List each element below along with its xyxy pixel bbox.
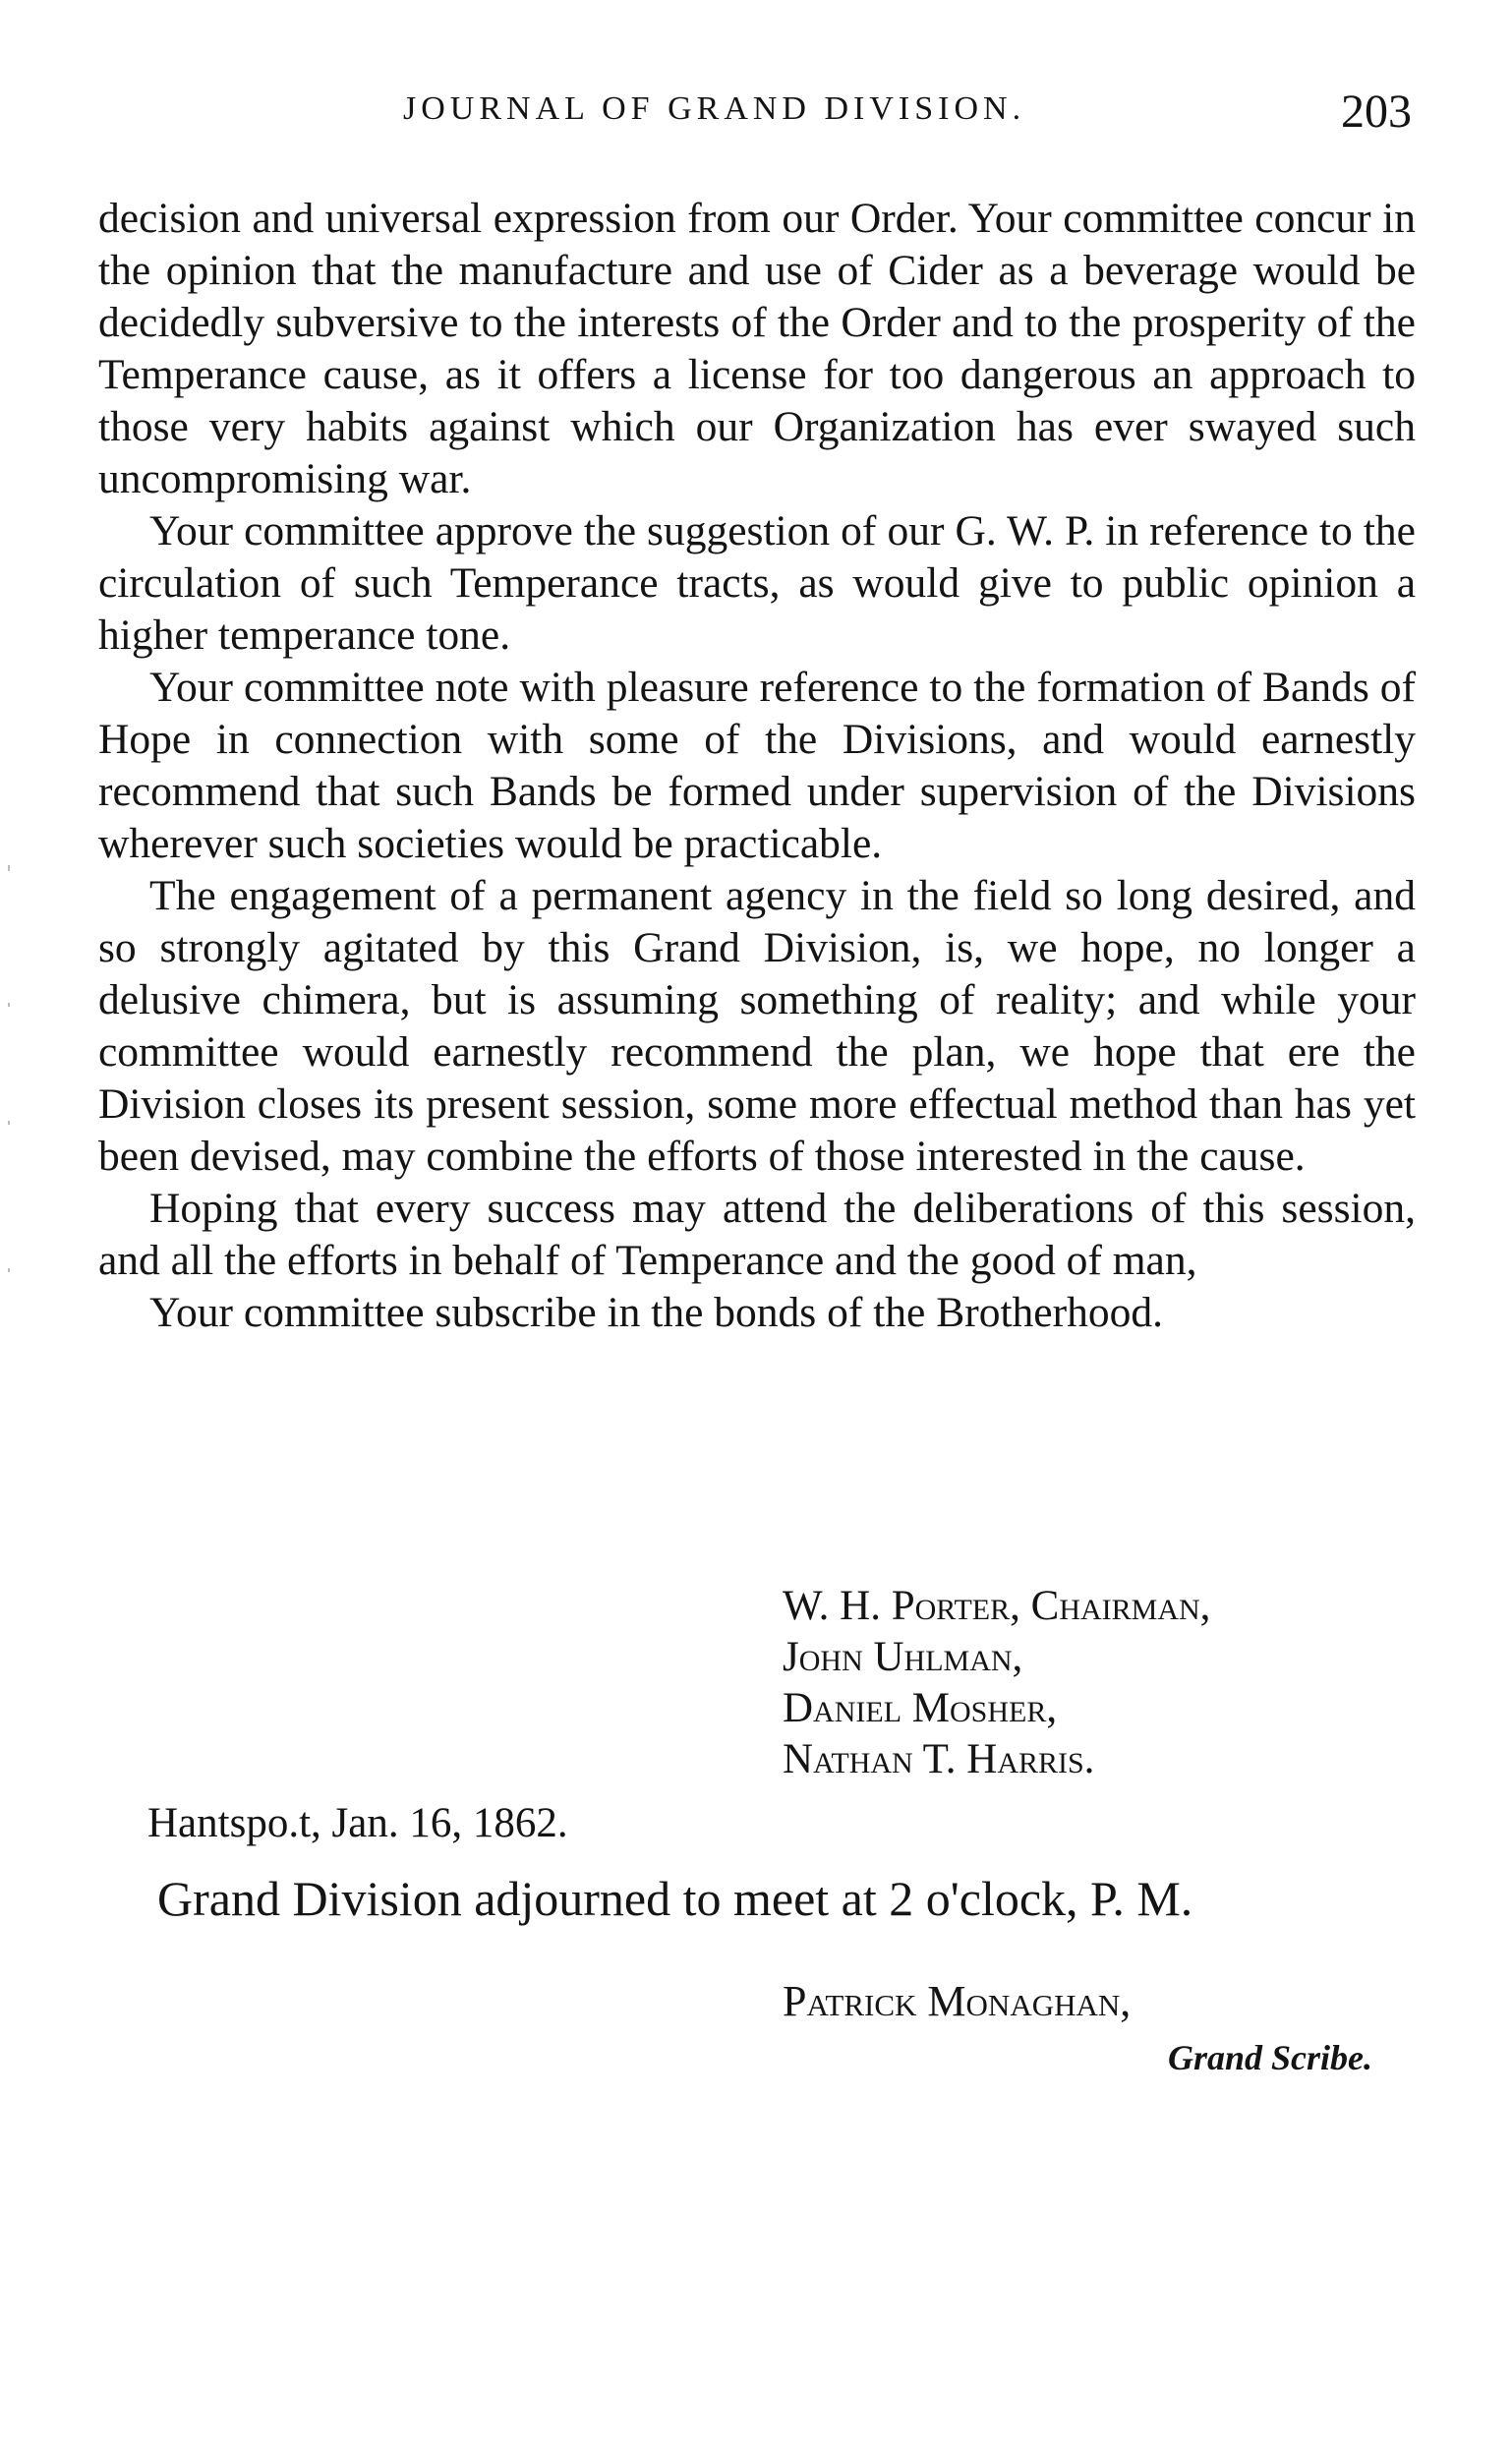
margin-mark [8, 1268, 10, 1272]
scribe-title: Grand Scribe. [1167, 2038, 1372, 2077]
paragraph: decision and universal expression from our Order. Your committee concur in the opinion that the manufacture and use of Cider as a beverage would be decidedly subversive to the interests of the Order and to the prosperity of the Temperance cause, as it offers a license for too dangerous an approach to those very habits against which our Organization has ever swayed such uncompromising war. [98, 195, 1416, 502]
signature-line: W. H. Porter, Chairman, [783, 1583, 1211, 1629]
committee-signatures [783, 1581, 1210, 1785]
running-head [98, 86, 1416, 140]
signature-line: John Uhlman, [783, 1634, 1023, 1680]
signature-line: Daniel Mosher, [783, 1685, 1058, 1731]
scribe-name: Patrick Monaghan, [783, 1977, 1132, 2025]
paragraph: Your committee approve the suggestion of our G. W. P. in reference to the circulation of such Temperance tracts, as would give to public opinion a higher temperance tone. [98, 507, 1416, 659]
paragraph: The engagement of a permanent agency in the field so long desired, and so strongly agitated by this Grand Division, is, we hope, no longer a delusive chimera, but is assuming something of reality; and while your committee would earnestly recommend the plan, we hope that ere the Division closes its present session, some more effectual method than has yet been devised, may combine the efforts of those interested in the cause. [98, 872, 1416, 1180]
paragraph: Your committee subscribe in the bonds of the Brotherhood. [149, 1289, 1163, 1336]
paragraph: Hoping that every success may attend the deliberations of this session, and all the efforts in behalf of Temperance and the good of man, [98, 1185, 1416, 1284]
adjournment-notice: Grand Division adjourned to meet at 2 o'clock, P. M. [157, 1871, 1193, 1926]
running-title: JOURNAL OF GRAND DIVISION. [403, 90, 1026, 127]
margin-mark [8, 1003, 10, 1007]
paragraph: Your committee note with pleasure reference to the formation of Bands of Hope in connection with some of the Divisions, and would earnestly recommend that such Bands be formed under supervision of the Divisions wherever such societies would be practicable. [98, 664, 1416, 867]
committee-report-body [98, 193, 1416, 1339]
page-number: 203 [1341, 86, 1412, 138]
margin-mark [8, 1121, 10, 1125]
margin-mark [8, 865, 10, 871]
dateline: Hantspo.t, Jan. 16, 1862. [147, 1800, 568, 1846]
signature-line: Nathan T. Harris. [783, 1736, 1095, 1782]
